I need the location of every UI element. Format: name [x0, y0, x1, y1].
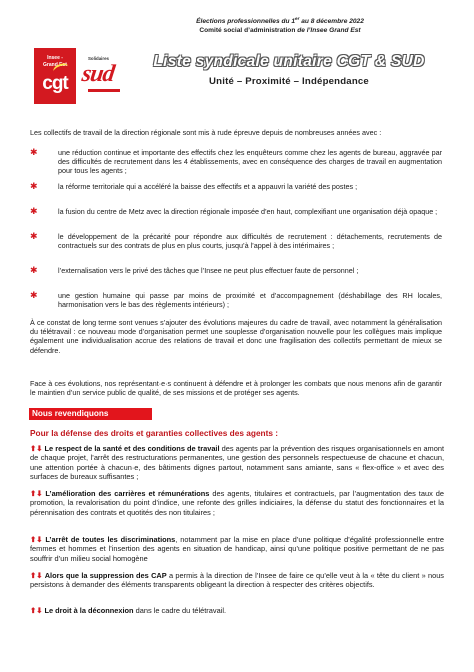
- intro-paragraph: Les collectifs de travail de la direction régionale sont mis à rude épreuve depuis de nombreuses années avec :: [30, 128, 382, 137]
- demand-title: L’arrêt de toutes les discriminations: [45, 535, 176, 544]
- cgt-logo-word: cgt: [42, 73, 68, 94]
- election-header: [150, 17, 410, 35]
- star-bullet-icon: ✱: [30, 265, 38, 275]
- cgt-logo: [34, 48, 76, 104]
- up-down-arrows-icon: ⬆⬇: [30, 489, 43, 498]
- star-bullet-icon: ✱: [30, 231, 38, 241]
- up-down-arrows-icon: ⬆⬇: [30, 444, 43, 453]
- election-dates-end: au 8 décembre 2022: [299, 18, 364, 25]
- demand-title: L’amélioration des carrières et rémunérations: [45, 489, 210, 498]
- star-bullet-icon: ✱: [30, 206, 38, 216]
- up-down-arrows-icon: ⬆⬇: [30, 606, 43, 615]
- committee-name: Comité social d’administration: [199, 27, 298, 34]
- sud-logo-small: Solidaires: [88, 56, 109, 61]
- demand-item: [30, 606, 444, 615]
- star-bullet-icon: ✱: [30, 181, 38, 191]
- election-dates: [150, 17, 410, 26]
- demand-item: [30, 535, 444, 563]
- list-item-text: l’externalisation vers le privé des tâches que l’Insee ne peut plus effectuer faute de personnel ;: [58, 266, 359, 275]
- cgt-logo-line1: Insee -: [47, 55, 63, 61]
- sud-logo-underline: [88, 89, 120, 92]
- motto: Unité – Proximité – Indépendance: [209, 76, 369, 87]
- committee-line: [150, 26, 410, 35]
- committee-region: de l’Insee Grand Est: [297, 27, 361, 34]
- demand-item: [30, 489, 444, 517]
- demand-text: a permis à la direction de l’Insee de faire ce qu’elle veut à la « tête du client » nous persistons à demander des éléments transparents obligeant la direction à respecter des critères objectifs.: [30, 571, 445, 590]
- list-item-text: la réforme territoriale qui a accéléré la baisse des effectifs et a appauvri la variété des postes ;: [58, 182, 358, 191]
- commitment-paragraph: Face à ces évolutions, nos représentant·e·s continuent à défendre et à prolonger les combats que nous menons afin de garantir le maintien d’un service public de qualité, de ses missions et de protéger ses agents.: [30, 379, 442, 398]
- list-item-text: la fusion du centre de Metz avec la direction régionale imposée d’en haut, complexifiant une organisation déjà opaque ;: [58, 207, 438, 216]
- demand-item: [30, 444, 444, 481]
- demand-text: des agents, titulaires et contractuels, par l’augmentation des taux de promotion, la revalorisation du point d’indice, une refonte des grilles indiciaires, la défense du statut des fonctionnaires et la pérennisation des contrats et quotités des non titulaires ;: [30, 489, 444, 517]
- demand-title: Alors que la suppression des CAP: [44, 571, 167, 580]
- demand-text: , notamment par la mise en place d’une politique d’égalité professionnelle entre femmes et hommes et l’insertion des agents en situation de handicap, ainsi qu’une politique positive permettant de ne pas souffrir d’un milieu social homogène: [30, 535, 444, 563]
- demand-text: dans le cadre du télétravail.: [133, 606, 227, 615]
- context-paragraph: À ce constat de long terme sont venues s’ajouter des évolutions majeures du cadre de travail, avec notamment la généralisation du télétravail : ce nouveau mode d’organisation permet une souplesse d’organisation nouvelle pour les collègues mais implique également une individualisation accrue des relations de travail et donc une fragilisation des collectifs permettant de mieux se défendre.: [30, 318, 442, 355]
- demand-title: Le respect de la santé et des conditions de travail: [44, 444, 220, 453]
- star-bullet-icon: ✱: [30, 147, 38, 157]
- up-down-arrows-icon: ⬆⬇: [30, 571, 43, 580]
- cgt-logo-line2: Grand Est: [43, 62, 67, 68]
- list-title: Liste syndicale unitaire CGT & SUD: [153, 53, 425, 70]
- list-item-text: le développement de la précarité pour répondre aux difficultés de recrutement : détachements, recrutements de contractuels sur des contrats de plus en plus courts, jusqu’à l’appel à des intérimaires ;: [58, 232, 442, 251]
- demands-banner: Nous revendiquons: [29, 408, 152, 420]
- up-down-arrows-icon: ⬆⬇: [30, 535, 43, 544]
- star-bullet-icon: ✱: [30, 290, 38, 300]
- demand-title: Le droit à la déconnexion: [44, 606, 134, 615]
- election-dates-sup: er: [295, 15, 300, 21]
- demand-text: des agents par la prévention des risques organisationnels en amont de chaque projet, l’arrêt des restructurations permanentes, une gestion des personnels respectueuse de chacune et chacun, une attention portée à chacun·e, des bâtiments dignes partout, notamment sans amiante, sans « flex-office » et avec des surfaces de bureaux suffisantes ;: [30, 444, 444, 481]
- list-item-text: une gestion humaine qui passe par moins de proximité et d’accompagnement (déshabillage des RH locales, harmonisation vers le bas des règlements intérieurs) ;: [58, 291, 442, 310]
- sud-logo-word: sud: [80, 61, 116, 87]
- sud-logo: [80, 56, 126, 98]
- demands-subheading: Pour la défense des droits et garanties collectives des agents :: [30, 428, 279, 438]
- demand-item: [30, 571, 444, 590]
- list-item-text: une réduction continue et importante des effectifs chez les enquêteurs comme chez les agents de bureau, aggravée par des difficultés de recrutement dans les 4 établissements, avec en conséquence des charges de travail en augmentation pour tous les agents ;: [58, 148, 442, 176]
- election-dates-text: Élections professionnelles du 1: [196, 18, 296, 25]
